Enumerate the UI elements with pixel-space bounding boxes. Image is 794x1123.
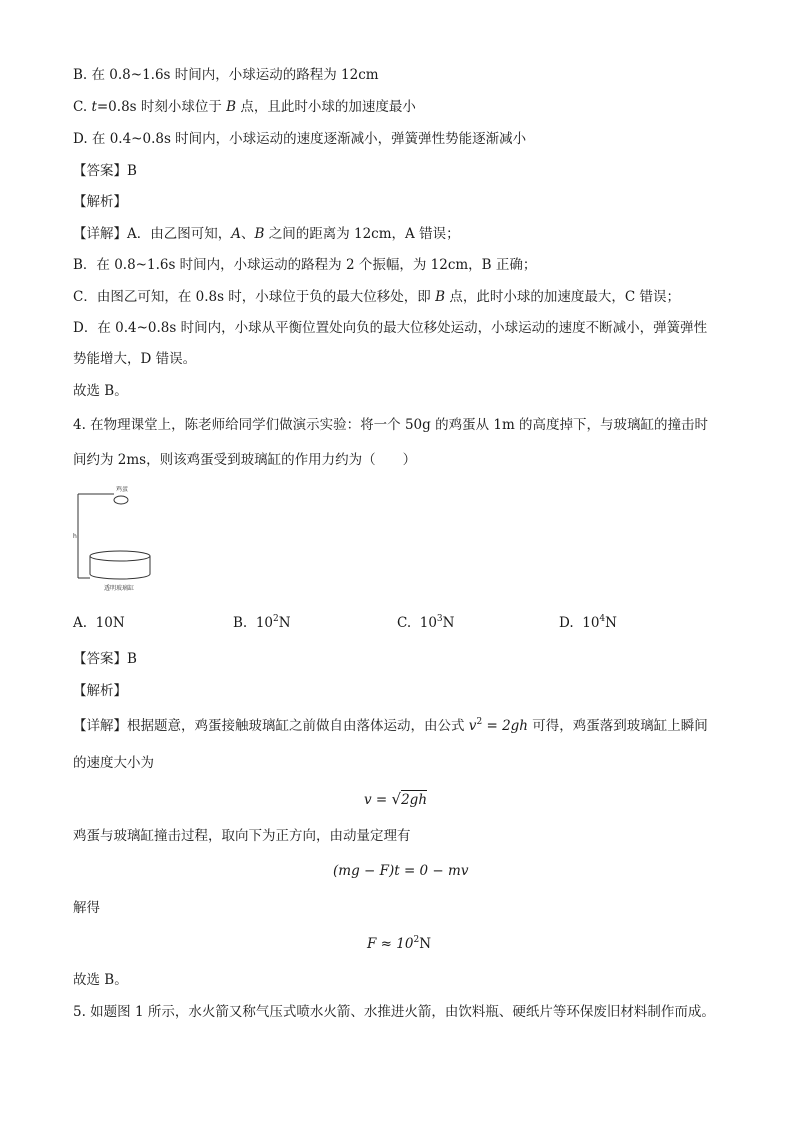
q3-choose: 故选 B。 — [73, 383, 128, 399]
q4-equation-force: $F \approx 10^2N$ — [367, 935, 431, 952]
q3-option-b: B. 在 0.8~1.6s 时间内，小球运动的路程为 12cm — [73, 67, 379, 83]
q4-solve-text: 解得 — [73, 900, 100, 916]
q4-analysis-heading: 【解析】 — [73, 683, 127, 699]
q4-option-d: D. $10^4N$ — [559, 614, 617, 631]
q3-option-c: C. t=0.8s 时刻小球位于 B 点，且此时小球的加速度最小 — [73, 99, 416, 115]
q3-detail-d-line1: D．在 0.4~0.8s 时间内，小球从平衡位置处向负的最大位移处运动，小球运动的速度不断减小，弹簧弹性 — [73, 320, 708, 336]
q3-detail-b: B．在 0.8~1.6s 时间内，小球运动的路程为 2 个振幅，为 12cm，B 正确； — [73, 257, 537, 273]
q4-option-a: A. 10N — [73, 615, 125, 631]
egg-drop-diagram — [70, 486, 170, 596]
q4-detail-line1: 【详解】根据题意，鸡蛋接触玻璃缸之前做自由落体运动，由公式 $v^2 = 2gh$ 可得，鸡蛋落到玻璃缸上瞬间 — [73, 717, 708, 734]
q3-detail-c: C．由图乙可知，在 0.8s 时，小球位于负的最大位移处，即 B 点，此时小球的加速度最大，C 错误； — [73, 289, 680, 305]
q3-detail-a: 【详解】A．由乙图可知，A、B 之间的距离为 12cm，A 错误； — [73, 226, 460, 242]
tank-rim — [90, 551, 150, 561]
q4-stem-line1: 4. 在物理课堂上，陈老师给同学们做演示实验：将一个 50g 的鸡蛋从 1m 的高度掉下，与玻璃缸的撞击时 — [73, 417, 709, 433]
q4-stem-line2: 间约为 2ms，则该鸡蛋受到玻璃缸的作用力约为（ ） — [73, 452, 417, 468]
egg-label: 鸡蛋 — [116, 486, 129, 493]
tank-label: 透明玻璃缸 — [104, 585, 135, 592]
q4-collision-text: 鸡蛋与玻璃缸撞击过程，取向下为正方向，由动量定理有 — [73, 828, 411, 844]
q4-figure-egg-drop — [70, 486, 170, 596]
egg-icon — [114, 496, 128, 504]
q4-detail-line2: 的速度大小为 — [73, 755, 154, 771]
q3-answer: 【答案】B — [73, 163, 137, 179]
q3-detail-d-line2: 势能增大，D 错误。 — [73, 351, 197, 367]
q3-analysis-heading: 【解析】 — [73, 194, 127, 210]
q4-answer: 【答案】B — [73, 651, 137, 667]
q4-equation-momentum: (mg − F)t = 0 − mv — [333, 863, 469, 879]
q4-equation-velocity: v = √2gh — [364, 790, 428, 808]
q3-option-d: D. 在 0.4~0.8s 时间内，小球运动的速度逐渐减小，弹簧弹性势能逐渐减小 — [73, 131, 527, 147]
q5-stem: 5. 如题图 1 所示，水火箭又称气压式喷水火箭、水推进火箭，由饮料瓶、硬纸片等环保废旧材料制作而成。 — [73, 1004, 715, 1020]
height-label: h — [73, 533, 77, 540]
q4-option-c: C. $10^3N$ — [397, 614, 455, 631]
q4-option-b: B. $10^2N$ — [233, 614, 291, 631]
q4-choose: 故选 B。 — [73, 972, 128, 988]
